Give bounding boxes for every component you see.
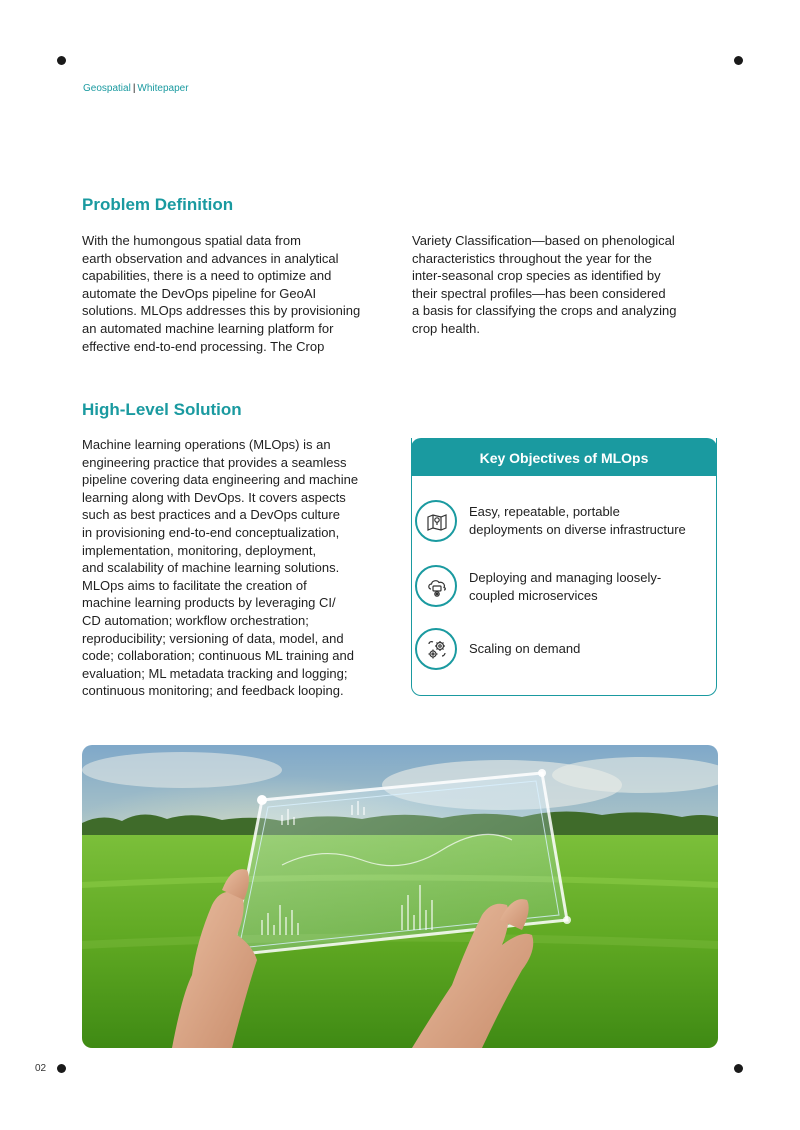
objectives-heading: Key Objectives of MLOps xyxy=(411,438,717,476)
text-line: Machine learning operations (MLOps) is an xyxy=(82,437,331,452)
text-line: reproducibility; versioning of data, model, and xyxy=(82,630,344,646)
map-icon xyxy=(415,500,457,542)
objective-text xyxy=(469,640,580,658)
text-line: Scaling on demand xyxy=(469,641,581,656)
cloud-settings-icon xyxy=(415,565,457,607)
problem-definition-heading: Problem Definition xyxy=(82,195,234,214)
text-line: an automated machine learning platform for xyxy=(82,320,334,336)
corner-dot-bottom-right xyxy=(734,1064,743,1073)
breadcrumb xyxy=(83,83,189,94)
text-line: inter-seasonal crop species as identified by xyxy=(412,268,661,284)
text-line: Variety Classification—based on phenological xyxy=(412,233,675,248)
gears-icon xyxy=(415,628,457,670)
corner-dot-top-left xyxy=(57,56,66,65)
text-line: deployments on diverse infrastructure xyxy=(469,521,686,537)
text-line: CD automation; workflow orchestration; xyxy=(82,612,309,628)
breadcrumb-doc-type: Whitepaper xyxy=(137,83,189,94)
text-line: crop health. xyxy=(412,320,480,336)
text-line: MLOps aims to facilitate the creation of xyxy=(82,577,307,593)
corner-dot-bottom-left xyxy=(57,1064,66,1073)
text-line: in provisioning end-to-end conceptualization, xyxy=(82,524,340,540)
text-line: automate the DevOps pipeline for GeoAI xyxy=(82,285,317,301)
text-line: Deploying and managing loosely- xyxy=(469,570,662,585)
text-line: solutions. MLOps addresses this by provisioning xyxy=(82,303,361,319)
problem-text-column-2 xyxy=(412,232,676,338)
corner-dot-top-right xyxy=(734,56,743,65)
objective-text xyxy=(469,503,686,538)
text-line: evaluation; ML metadata tracking and logging; xyxy=(82,665,348,681)
text-line: and scalability of machine learning solutions. xyxy=(82,560,340,576)
text-line: pipeline covering data engineering and machine xyxy=(82,472,359,488)
text-line: effective end-to-end processing. The Crop xyxy=(82,338,325,354)
text-line: a basis for classifying the crops and analyzing xyxy=(412,303,677,319)
problem-text-column-1 xyxy=(82,232,360,355)
text-line: code; collaboration; continuous ML training and xyxy=(82,648,354,664)
text-line: such as best practices and a DevOps culture xyxy=(82,507,340,523)
high-level-solution-heading: High-Level Solution xyxy=(82,400,242,419)
text-line: implementation, monitoring, deployment, xyxy=(82,542,317,558)
text-line: characteristics throughout the year for the xyxy=(412,250,652,266)
field-tablet-illustration xyxy=(82,745,718,1048)
text-line: their spectral profiles—has been considered xyxy=(412,285,666,301)
solution-text xyxy=(82,436,358,700)
text-line: capabilities, there is a need to optimize and xyxy=(82,268,332,284)
text-line: coupled microservices xyxy=(469,587,598,603)
breadcrumb-separator: | xyxy=(132,83,136,94)
text-line: earth observation and advances in analytical xyxy=(82,250,339,266)
text-line: With the humongous spatial data from xyxy=(82,233,301,248)
text-line: continuous monitoring; and feedback looping. xyxy=(82,683,344,699)
text-line: machine learning products by leveraging CI/ xyxy=(82,595,336,611)
page-number: 02 xyxy=(35,1063,47,1074)
text-line: Easy, repeatable, portable xyxy=(469,504,620,519)
objective-text xyxy=(469,569,661,604)
text-line: learning along with DevOps. It covers aspects xyxy=(82,489,346,505)
text-line: engineering practice that provides a seamless xyxy=(82,454,347,470)
hero-photo xyxy=(82,745,718,1048)
breadcrumb-section: Geospatial xyxy=(83,83,131,94)
